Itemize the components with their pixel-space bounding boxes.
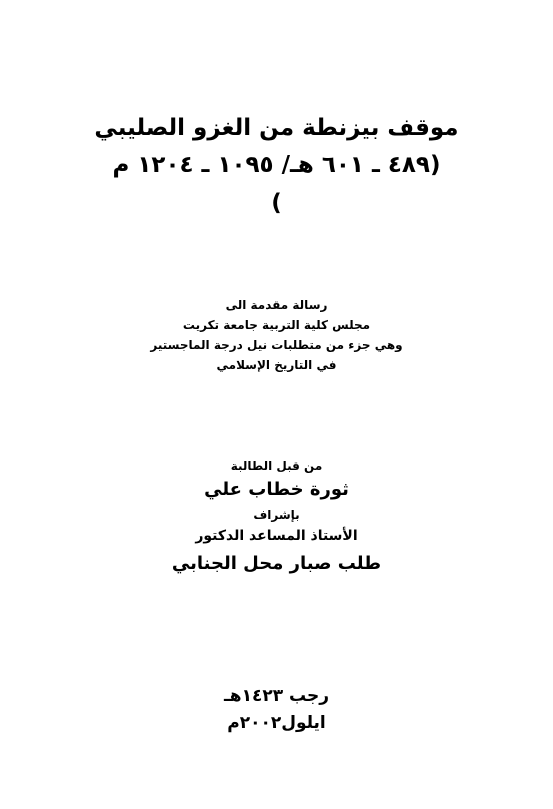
thesis-line-2: مجلس كلية التربية جامعة تكريت xyxy=(182,318,371,332)
author-name: ثورة خطاب علي xyxy=(204,479,349,500)
title-line-1: موقف بيزنطة من الغزو الصليبي xyxy=(94,115,459,141)
date-hijri: رجب ١٤٢٣هـ xyxy=(223,686,330,706)
supervisor-title: الأستاذ المساعد الدكتور xyxy=(195,528,358,544)
author-by-label: من قبل الطالبة xyxy=(230,459,323,473)
supervision-label: بإشراف xyxy=(253,508,300,522)
title-line-3: ) xyxy=(271,190,282,216)
supervisor-name: طلب صبار محل الجنابي xyxy=(171,553,382,574)
date-gregorian: ايلول٢٠٠٢م xyxy=(227,713,326,733)
thesis-line-4: في التاريخ الإسلامي xyxy=(216,358,337,372)
title-line-2: (٤٨٩ ـ ٦٠١ هـ/ ١٠٩٥ ـ ١٢٠٤ م xyxy=(112,152,441,178)
thesis-line-1: رسالة مقدمة الى xyxy=(225,298,328,312)
thesis-line-3: وهي جزء من متطلبات نيل درجة الماجستير xyxy=(150,338,403,352)
